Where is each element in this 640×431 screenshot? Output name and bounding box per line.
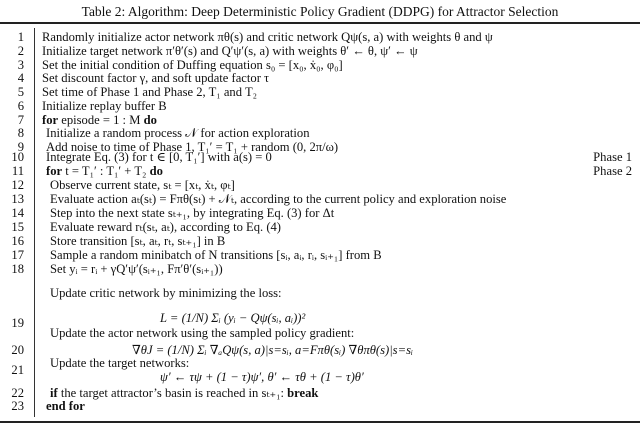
line-text [42, 44, 418, 58]
line-number: 16 [11, 234, 24, 248]
formula: L = (1/N) Σᵢ (yᵢ − Qψ(sᵢ, aᵢ))² [160, 311, 306, 325]
text-segment: Randomly initialize actor network πθ(s) and critic network Qψ(s, a) with weights θ and ψ [42, 30, 493, 44]
table-title: Table 2: Algorithm: Deep Deterministic Policy Gradient (DDPG) for Attractor Selection [81, 4, 559, 19]
text-segment: Store transition [sₜ, aₜ, rₜ, sₜ₊₁] in B [50, 234, 226, 248]
line-number: 23 [11, 399, 24, 413]
line-number: 21 [11, 363, 24, 377]
line-text [42, 113, 157, 127]
text-segment: Initialize target network π′θ′(s) and Q′ψ′(s, a) with weights θ′ ← θ, ψ′ ← ψ [42, 44, 418, 58]
line-number: 3 [17, 58, 24, 72]
line-text [42, 71, 269, 85]
line-number: 1 [17, 30, 24, 44]
line-number: 8 [17, 126, 24, 140]
line-text [46, 164, 163, 178]
line-text [50, 286, 282, 300]
line-text [50, 192, 506, 206]
line-number: 22 [11, 386, 24, 400]
keyword: for [46, 164, 63, 178]
line-text [50, 178, 235, 192]
top-rule [0, 22, 640, 24]
text-segment: the target attractor’s basin is reached in sₜ₊₁: [57, 386, 288, 400]
text-segment: t = T₁′ : T₁′ + T₂ [62, 164, 150, 178]
keyword: if [50, 386, 58, 400]
phase-label: Phase 1 [593, 150, 632, 164]
text-segment: Initialize replay buffer B [42, 99, 167, 113]
line-text [42, 58, 343, 72]
line-number: 5 [17, 85, 24, 99]
text-segment: Evaluate reward rₜ(sₜ, aₜ), according to Eq. (4) [50, 220, 282, 234]
keyword: end for [46, 399, 85, 413]
text-segment: Observe current state, sₜ = [xₜ, ẋₜ, φₜ] [50, 178, 235, 192]
bottom-rule [0, 421, 640, 423]
keyword: do [143, 113, 157, 127]
line-text [50, 356, 189, 370]
text-segment: Integrate Eq. (3) for t ∈ [0, T₁′] with a(s) = 0 [46, 150, 272, 164]
keyword: for [42, 113, 59, 127]
line-text [46, 150, 272, 164]
formula: ψ′ ← τψ + (1 − τ)ψ′, θ′ ← τθ + (1 − τ)θ′ [160, 370, 364, 384]
line-text [50, 386, 318, 400]
line-number: 14 [11, 206, 24, 220]
line-number: 12 [11, 178, 24, 192]
text-segment: Set yᵢ = rᵢ + γQ′ψ′(sᵢ₊₁, Fπ′θ′(sᵢ₊₁)) [50, 262, 223, 276]
line-number: 9 [17, 140, 24, 154]
keyword: break [287, 386, 319, 400]
line-text [46, 126, 310, 140]
text-segment: Set the initial condition of Duffing equation s₀ = [x₀, ẋ₀, φ₀] [42, 58, 343, 72]
text-segment: Update critic network by minimizing the loss: [50, 286, 282, 300]
line-text [42, 99, 167, 113]
text-segment: episode = 1 : M [58, 113, 144, 127]
keyword: do [149, 164, 163, 178]
line-text [50, 206, 334, 220]
line-number: 10 [11, 150, 24, 164]
phase-label: Phase 2 [593, 164, 632, 178]
line-text [50, 220, 281, 234]
line-number-divider [34, 28, 35, 417]
line-text [42, 85, 257, 99]
text-segment: Initialize a random process 𝒩 for action exploration [46, 126, 310, 140]
text-segment: Update the target networks: [50, 356, 190, 370]
text-segment: Step into the next state sₜ₊₁, by integrating Eq. (3) for Δt [50, 206, 335, 220]
line-number: 17 [11, 248, 24, 262]
line-number: 6 [17, 99, 24, 113]
line-text [50, 248, 382, 262]
line-number: 18 [11, 262, 24, 276]
line-text [50, 234, 225, 248]
line-text [46, 399, 85, 413]
line-number: 13 [11, 192, 24, 206]
text-segment: Set time of Phase 1 and Phase 2, T₁ and T₂ [42, 85, 258, 99]
line-text [50, 326, 354, 340]
text-segment: Update the actor network using the sampled policy gradient: [50, 326, 355, 340]
line-text [42, 30, 493, 44]
line-number: 2 [17, 44, 24, 58]
line-number: 15 [11, 220, 24, 234]
line-number: 19 [11, 316, 24, 330]
text-segment: Add noise to time of Phase 1, T₁′ = T₁ + random (0, 2π/ω) [46, 140, 339, 154]
text-segment: Set discount factor γ, and soft update factor τ [42, 71, 270, 85]
text-segment: Evaluate action aₜ(sₜ) = Fπθ(sₜ) + 𝒩ₜ, according to the current policy and exploration noise [50, 192, 507, 206]
text-segment: Sample a random minibatch of N transitions [sᵢ, aᵢ, rᵢ, sᵢ₊₁] from B [50, 248, 382, 262]
formula: ∇θJ = (1/N) Σᵢ ∇ₐQψ(s, a)|s=sᵢ, a=Fπθ(sᵢ) ∇θπθ(s)|s=sᵢ [132, 343, 413, 357]
line-number: 7 [17, 113, 24, 127]
line-text [50, 262, 223, 276]
line-number: 11 [11, 164, 24, 178]
line-number: 20 [11, 343, 24, 357]
line-number: 4 [17, 71, 24, 85]
